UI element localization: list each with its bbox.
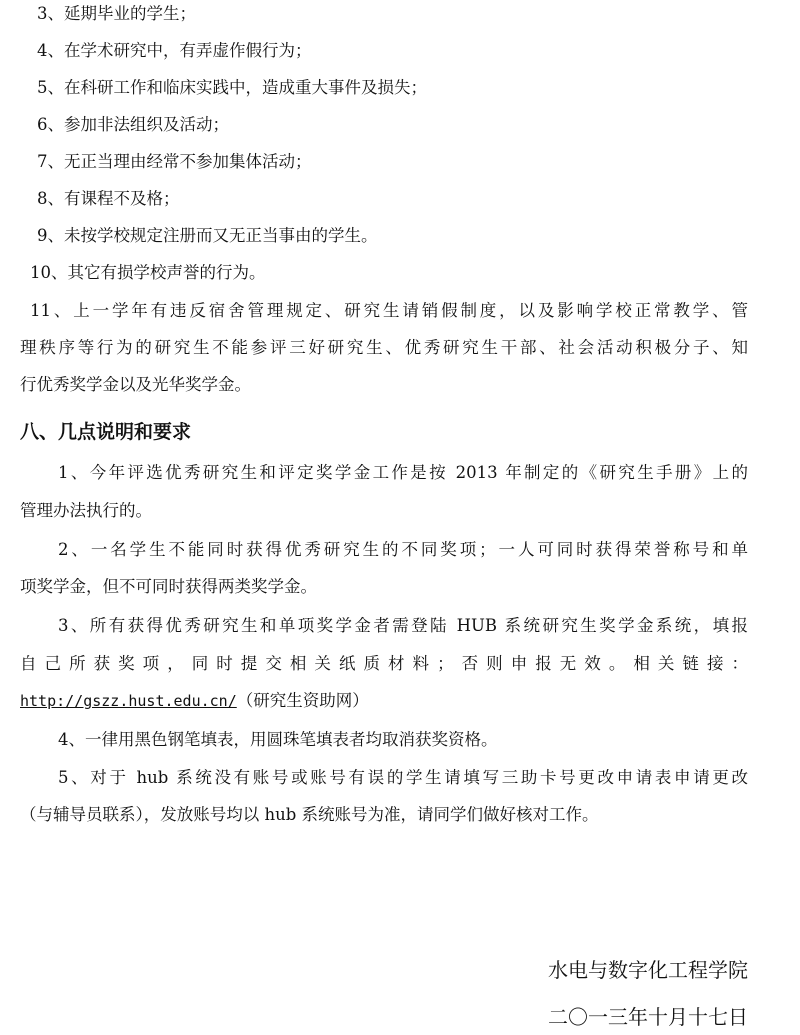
note-2-line-2: 项奖学金，但不可同时获得两类奖学金。	[20, 577, 317, 596]
list-item: 3、延期毕业的学生；	[37, 4, 196, 23]
list-item: 7、无正当理由经常不参加集体活动；	[37, 152, 312, 171]
note-3-link-line	[0, 690, 800, 712]
note-5-line-2: （与辅导员联系），发放账号均以 hub 系统账号为准，请同学们做好核对工作。	[20, 805, 599, 824]
note-2-line-1: 2、一名学生不能同时获得优秀研究生的不同奖项；一人可同时获得荣誉称号和单	[58, 540, 748, 559]
note-1-line-2: 管理办法执行的。	[20, 501, 152, 520]
signature-org: 水电与数字化工程学院	[548, 958, 748, 982]
gszz-link[interactable]: http://gszz.hust.edu.cn/	[20, 692, 237, 710]
list-item: 9、未按学校规定注册而又无正当事由的学生。	[37, 226, 378, 245]
note-4-line-1: 4、一律用黑色钢笔填表，用圆珠笔填表者均取消获奖资格。	[58, 730, 498, 749]
list-item: 5、在科研工作和临床实践中，造成重大事件及损失；	[37, 78, 427, 97]
note-3-line-2: 自己所获奖项，同时提交相关纸质材料；否则申报无效。相关链接：	[20, 654, 748, 673]
item-11-line-2: 理秩序等行为的研究生不能参评三好研究生、优秀研究生干部、社会活动积极分子、知	[20, 338, 748, 357]
note-5-line-1: 5、对于 hub 系统没有账号或账号有误的学生请填写三助卡号更改申请表申请更改	[58, 768, 748, 787]
item-11-line-3: 行优秀奖学金以及光华奖学金。	[20, 375, 251, 394]
note-1-line-1: 1、今年评选优秀研究生和评定奖学金工作是按 2013 年制定的《研究生手册》上的	[58, 463, 748, 482]
section-heading: 八、几点说明和要求	[20, 421, 192, 443]
list-item: 6、参加非法组织及活动；	[37, 115, 229, 134]
list-item: 4、在学术研究中，有弄虚作假行为；	[37, 41, 312, 60]
signature-date: 二〇一三年十月十七日	[548, 1005, 748, 1029]
list-item: 8、有课程不及格；	[37, 189, 180, 208]
item-11-line-1: 11、上一学年有违反宿舍管理规定、研究生请销假制度，以及影响学校正常教学、管	[30, 301, 748, 320]
note-3-line-1: 3、所有获得优秀研究生和单项奖学金者需登陆 HUB 系统研究生奖学金系统，填报	[58, 616, 748, 635]
link-note: （研究生资助网）	[236, 691, 369, 710]
list-item: 10、其它有损学校声誉的行为。	[30, 263, 266, 282]
